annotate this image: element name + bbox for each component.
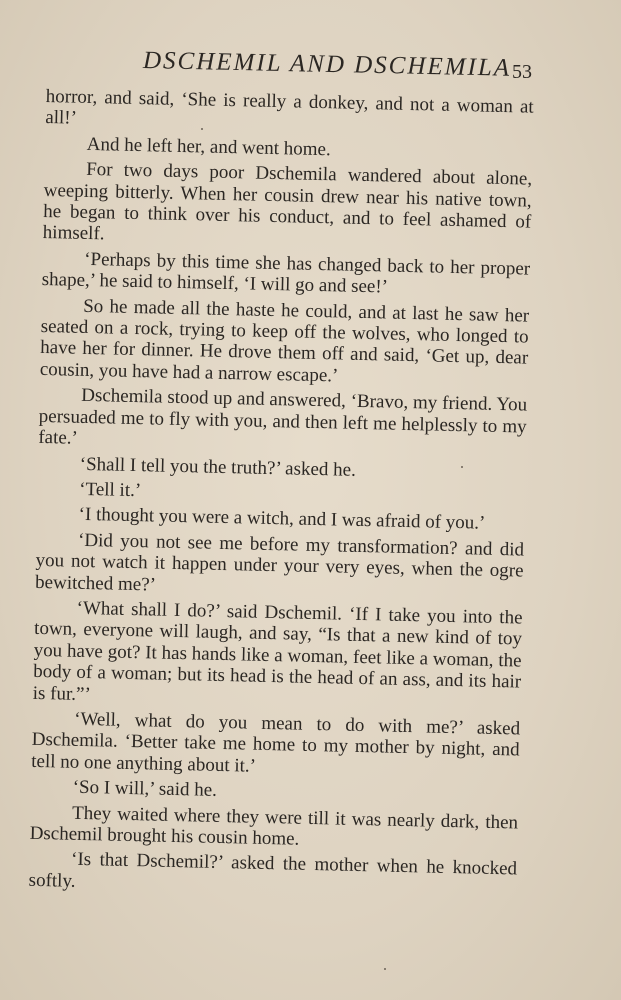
- paragraph: ‘Shall I tell you the truth?’ asked he.: [79, 453, 357, 481]
- paragraph: ‘I thought you were a witch, and I was afraid of you.’: [78, 504, 486, 534]
- body-text: [28, 86, 533, 902]
- running-head: DSCHEMIL AND DSCHEMILA: [142, 47, 512, 82]
- paper-speck: [461, 466, 463, 468]
- paragraph: Dschemila stood up and answered, ‘Bravo, my friend. You persuaded me to fly with you, and then left me helplessly to my fate.’: [38, 385, 528, 449]
- paragraph: ‘Is that Dschemil?’ asked the mother when he knocked softly.: [28, 849, 518, 892]
- paragraph: So he made all the haste he could, and at last he saw her seated on a rock, trying to keep off the wolves, who longed to have her for dinner. He drove them off and said, ‘Get up, dear cousin, you have had a narrow escape.’: [39, 295, 530, 387]
- paragraph: ‘So I will,’ said he.: [72, 776, 218, 802]
- paper-speck: [201, 128, 203, 130]
- paragraph: ‘Tell it.’: [78, 478, 142, 502]
- paragraph: And he left her, and went home.: [86, 133, 331, 161]
- page-number: 53: [512, 61, 532, 83]
- page-header: [0, 45, 621, 85]
- paragraph: ‘Well, what do you mean to do with me?’ asked Dschemila. ‘Better take me home to my mother by night, and tell no one anything about it.’: [31, 708, 521, 777]
- paragraph: ‘What shall I do?’ said Dschemil. ‘If I take you into the town, everyone will laugh, and say, “Is that a new kind of toy you have got? It has hands like a woman, feet like a woman, the body of a woman; but its head is the head of an ass, and its hair is fur.”’: [32, 597, 523, 705]
- paper-speck: [384, 968, 386, 970]
- paragraph: For two days poor Dschemila wandered about alone, weeping bitterly. When her cousin drew near his native town, he began to think over his conduct, and to feel ashamed of himself.: [42, 159, 533, 245]
- paragraph: ‘Perhaps by this time she has changed back to her proper shape,’ he said to himself, ‘I will go and see!’: [41, 248, 531, 298]
- paragraph: ‘Did you not see me before my transformation? and did you not watch it happen under your very eyes, when the ogre bewitched me?’: [34, 529, 525, 596]
- paragraph: horror, and said, ‘She is really a donkey, and not a woman at all!’: [45, 86, 534, 130]
- paragraph: They waited where they were till it was nearly dark, then Dschemil brought his cousin home.: [29, 802, 519, 850]
